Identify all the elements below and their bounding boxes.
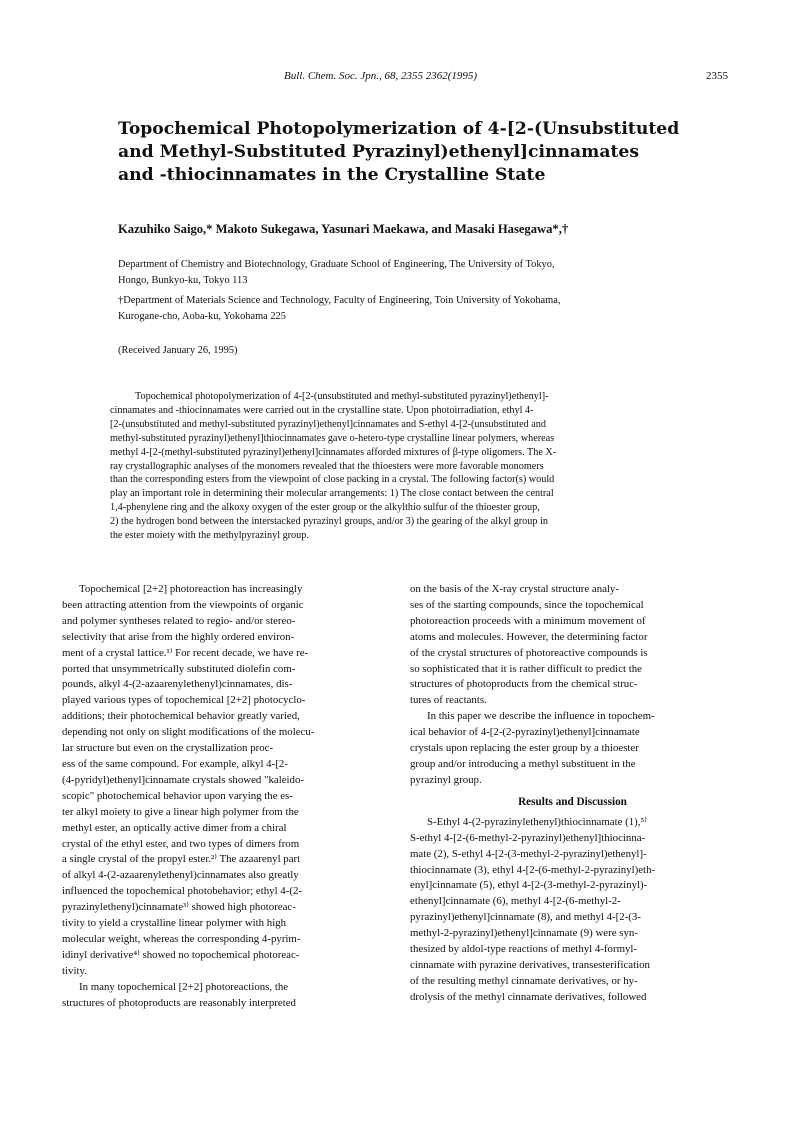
body-line: been attracting attention from the viewpoints of organic xyxy=(62,598,304,611)
body-line: lar structure but even on the crystallization proc- xyxy=(62,742,274,755)
body-line: structures of photoproducts are reasonably interpreted xyxy=(62,996,296,1009)
body-line: S-Ethyl 4-(2-pyrazinylethenyl)thiocinnamate (1),⁵⁾ xyxy=(427,815,647,828)
body-line: pyrazinylethenyl)cinnamate³⁾ showed high photoreac- xyxy=(62,901,296,914)
received-date: (Received January 26, 1995) xyxy=(118,345,238,356)
paragraph xyxy=(62,980,387,1012)
body-line: photoreaction proceeds with a minimum movement of xyxy=(410,614,646,627)
body-line: ment of a crystal lattice.¹⁾ For recent decade, we have re- xyxy=(62,646,309,659)
article-title xyxy=(118,118,718,187)
abstract-line: methyl 4-[2-(methyl-substituted pyrazinyl)ethenyl]cinnamates afforded mixtures of β-type oligomers. The X- xyxy=(110,446,557,458)
body-line: molecular weight, whereas the corresponding 4-pyrim- xyxy=(62,932,301,945)
affiliation-line: Department of Chemistry and Biotechnology, Graduate School of Engineering, The University of Tokyo, xyxy=(118,259,555,270)
body-line: mate (2), S-ethyl 4-[2-(3-methyl-2-pyrazinyl)ethenyl]- xyxy=(410,847,647,860)
body-line: of alkyl 4-(2-azaarenylethenyl)cinnamates also greatly xyxy=(62,869,299,882)
paragraph xyxy=(410,582,735,709)
body-line: influenced the topochemical photobehavior; ethyl 4-(2- xyxy=(62,885,302,898)
body-line: thesized by aldol-type reactions of methyl 4-formyl- xyxy=(410,943,638,956)
body-line: ical behavior of 4-[2-(2-pyrazinyl)ethenyl]cinnamate xyxy=(410,726,640,739)
body-line: and polymer syntheses related to regio- and/or stereo- xyxy=(62,614,296,627)
body-line: ess of the same compound. For example, alkyl 4-[2- xyxy=(62,757,288,770)
body-line: played various types of topochemical [2+2] photocyclo- xyxy=(62,694,306,707)
abstract-line: than the corresponding esters from the viewpoint of close packing in a crystal. The following factor(s) would xyxy=(110,474,555,486)
abstract-line: play an important role in determining their molecular arrangements: 1) The close contact between the central xyxy=(110,488,554,500)
body-line: Topochemical [2+2] photoreaction has increasingly xyxy=(79,583,303,595)
body-line: ter alkyl moiety to give a linear high polymer from the xyxy=(62,805,299,818)
journal-reference: Bull. Chem. Soc. Jpn., 68, 2355 2362(1995) xyxy=(284,70,478,82)
body-line: crystals upon replacing the ester group by a thioester xyxy=(410,742,639,755)
body-line: pounds, alkyl 4-(2-azaarenylethenyl)cinnamates, dis- xyxy=(62,678,293,691)
title-line: and -thiocinnamates in the Crystalline State xyxy=(118,165,546,185)
abstract-line: [2-(unsubstituted and methyl-substituted pyrazinyl)ethenyl]cinnamates and S-ethyl 4-[2-(unsubstituted and xyxy=(110,418,546,430)
body-line: depending not only on slight modifications of the molecu- xyxy=(62,726,315,739)
abstract-line: methyl-substituted pyrazinyl)ethenyl]thiocinnamates gave o-hetero-type crystalline linear polymers, whereas xyxy=(110,432,555,444)
body-line: so sophisticated that it is rather difficult to predict the xyxy=(410,662,642,675)
body-line: crystal of the ethyl ester, and two types of dimers from xyxy=(62,837,300,850)
body-line: selectivity that arise from the highly ordered environ- xyxy=(62,630,295,643)
body-line: methyl-2-pyrazinyl)ethenyl]cinnamate (9) were syn- xyxy=(410,927,638,940)
body-line: drolysis of the methyl cinnamate derivatives, followed xyxy=(410,990,647,1003)
running-head xyxy=(0,70,793,88)
body-line: atoms and molecules. However, the determining factor xyxy=(410,630,648,643)
abstract xyxy=(110,390,722,543)
author-list: Kazuhiko Saigo,* Makoto Sukegawa, Yasunari Maekawa, and Masaki Hasegawa*,† xyxy=(118,222,569,236)
body-line: ses of the starting compounds, since the topochemical xyxy=(410,598,644,611)
body-line: enyl]cinnamate (5), ethyl 4-[2-(3-methyl-2-pyrazinyl)- xyxy=(410,879,648,892)
body-line: scopic" photochemical behavior upon varying the es- xyxy=(62,789,293,802)
body-line: idinyl derivative⁴⁾ showed no topochemical photoreac- xyxy=(62,948,300,961)
body-line: methyl ester, an optically active dimer from a chiral xyxy=(62,821,287,834)
body-line: tivity to yield a crystalline linear polymer with high xyxy=(62,917,287,930)
body-line: In this paper we describe the influence in topochem- xyxy=(427,710,655,723)
paragraph xyxy=(62,582,387,980)
title-line: Topochemical Photopolymerization of 4-[2-(Unsubstituted xyxy=(118,119,680,139)
body-line: structures of photoproducts from the chemical struc- xyxy=(410,678,638,691)
body-line: ported that unsymmetrically substituted diolefin com- xyxy=(62,662,296,675)
body-line: tivity. xyxy=(62,964,87,977)
body-line: tures of reactants. xyxy=(410,694,487,707)
body-line: In many topochemical [2+2] photoreactions, the xyxy=(79,980,289,993)
abstract-line: cinnamates and -thiocinnamates were carried out in the crystalline state. Upon photoirradiation, ethyl 4- xyxy=(110,404,534,416)
affiliation-line: †Department of Materials Science and Technology, Faculty of Engineering, Toin University of Yokohama, xyxy=(118,295,561,306)
body-line: group and/or introducing a methyl substituent in the xyxy=(410,757,636,770)
affiliation-line: Hongo, Bunkyo-ku, Tokyo 113 xyxy=(118,274,248,286)
body-column-left xyxy=(62,582,387,1011)
section-heading: Results and Discussion xyxy=(518,795,627,808)
page-number: 2355 xyxy=(706,70,728,82)
abstract-line: Topochemical photopolymerization of 4-[2-(unsubstituted and methyl-substituted pyrazinyl)ethenyl]- xyxy=(135,391,549,402)
abstract-line: the ester moiety with the methylpyrazinyl group. xyxy=(110,530,309,542)
paragraph xyxy=(410,709,735,789)
paragraph xyxy=(410,815,735,1006)
body-line: S-ethyl 4-[2-(6-methyl-2-pyrazinyl)ethenyl]thiocinna- xyxy=(410,831,646,844)
body-line: pyrazinyl group. xyxy=(410,773,482,786)
abstract-line: 1,4-phenylene ring and the alkoxy oxygen of the ester group or the alkylthio sulfur of the thioester group, xyxy=(110,502,540,514)
body-line: ethenyl]cinnamate (6), methyl 4-[2-(6-methyl-2- xyxy=(410,895,621,908)
body-line: (4-pyridyl)ethenyl]cinnamate crystals showed "kaleido- xyxy=(62,773,305,786)
body-line: thiocinnamate (3), ethyl 4-[2-(6-methyl-2-pyrazinyl)eth- xyxy=(410,863,656,876)
affiliation-tokyo xyxy=(118,257,718,288)
abstract-line: ray crystallographic analyses of the monomers revealed that the thioesters were more favorable monomers xyxy=(110,460,544,472)
affiliation-toin xyxy=(118,293,718,324)
body-line: a single crystal of the propyl ester.²⁾ The azaarenyl part xyxy=(62,853,301,866)
body-line: of the crystal structures of photoreactive compounds is xyxy=(410,646,648,659)
body-line: additions; their photochemical behavior greatly varied, xyxy=(62,710,300,723)
title-line: and Methyl-Substituted Pyrazinyl)ethenyl]cinnamates xyxy=(118,142,640,162)
body-line: cinnamate with pyrazine derivatives, transesterification xyxy=(410,958,650,971)
body-line: pyrazinyl)ethenyl]cinnamate (8), and methyl 4-[2-(3- xyxy=(410,911,641,924)
body-line: on the basis of the X-ray crystal structure analy- xyxy=(410,583,619,595)
body-column-right xyxy=(410,582,735,1006)
body-line: of the resulting methyl cinnamate derivatives, or hy- xyxy=(410,974,638,987)
affiliation-line: Kurogane-cho, Aoba-ku, Yokohama 225 xyxy=(118,310,286,322)
abstract-line: 2) the hydrogen bond between the interstacked pyrazinyl groups, and/or 3) the gearing of the alkyl group in xyxy=(110,516,548,528)
